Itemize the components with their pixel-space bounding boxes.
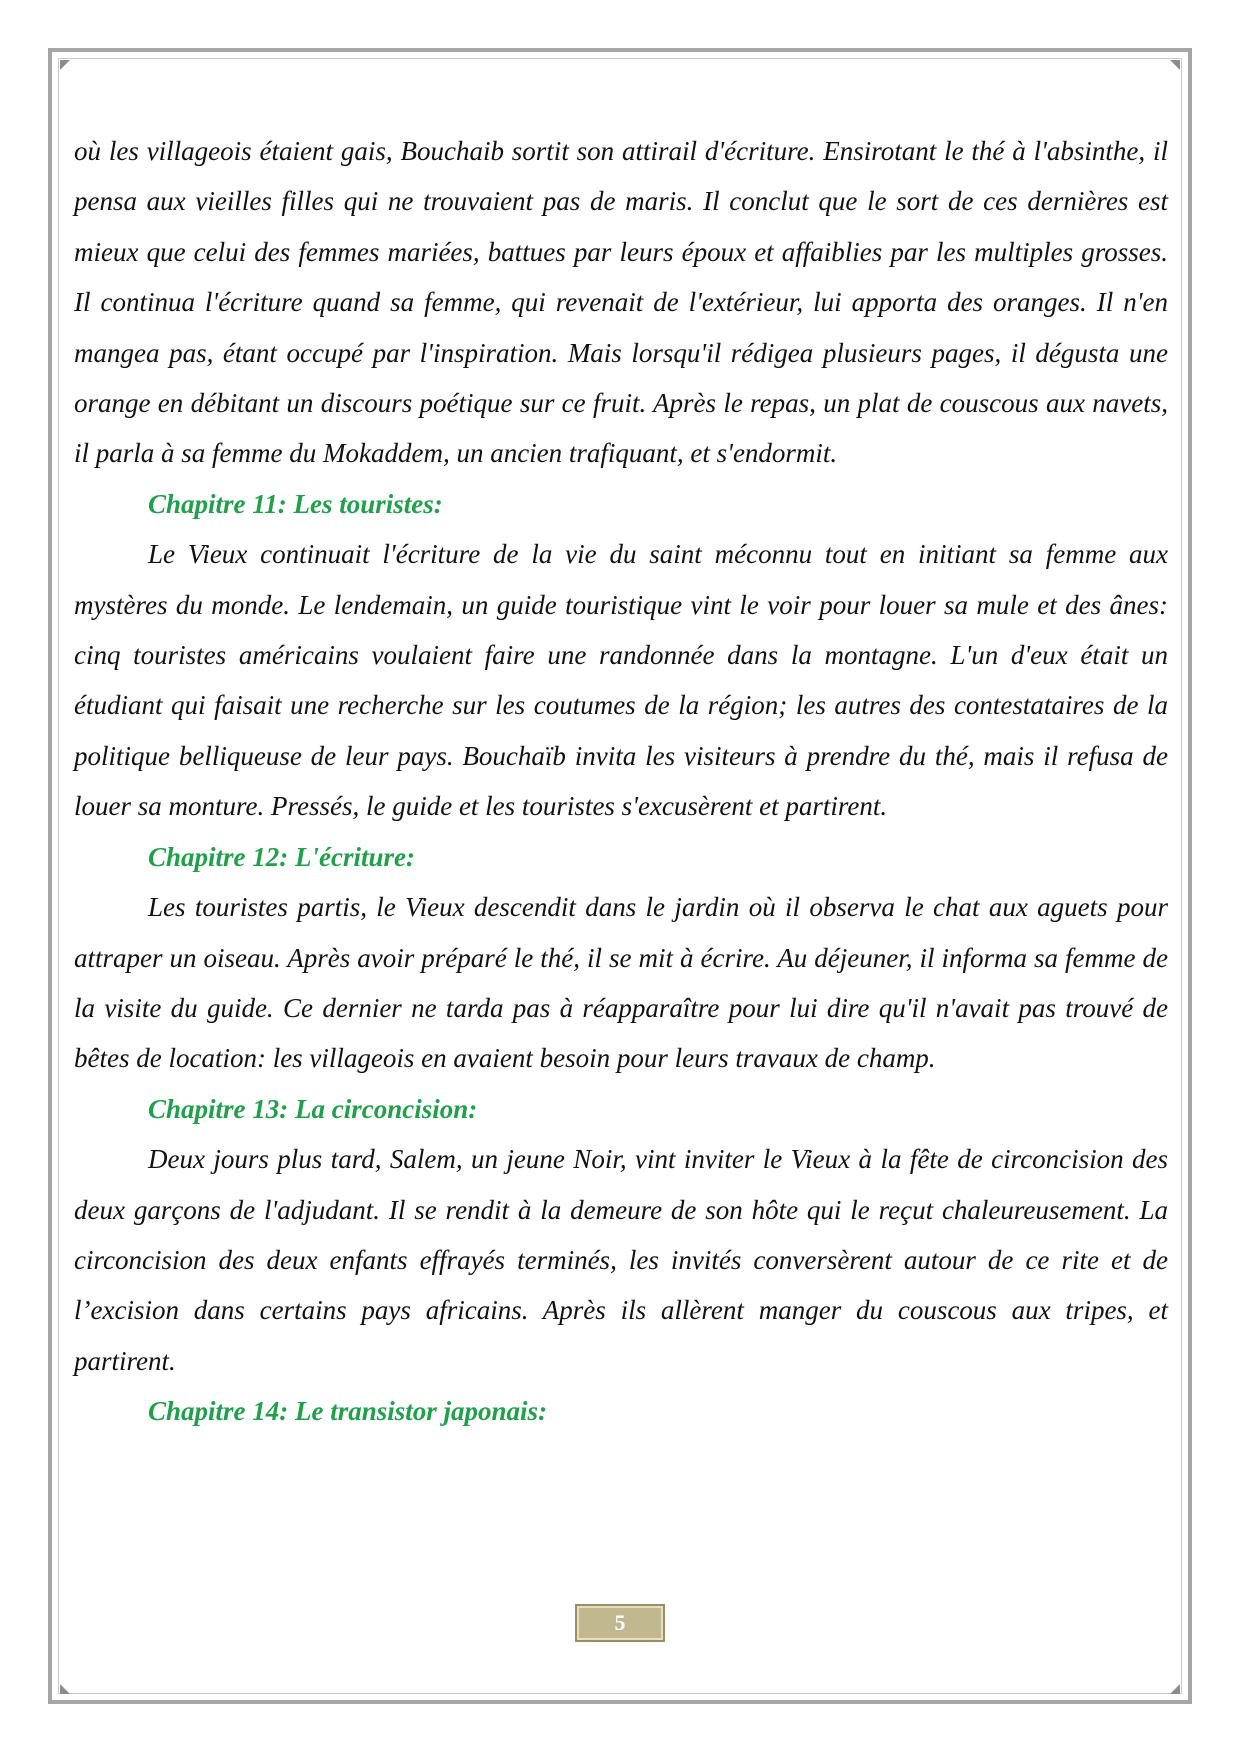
page-body (74, 126, 1168, 1437)
chapter-14-heading: Chapitre 14: Le transistor japonais: (148, 1396, 548, 1427)
chapter-11-paragraph: Le Vieux continuait l'écriture de la vie du saint méconnu tout en initiant sa femme aux mystères du monde. Le lendemain, un guide touristique vint le voir pour louer sa mule et des ânes: cinq touristes américains voulaient faire une randonnée dans la montagne. L'un d'eux était un étudiant qui faisait une recherche sur les coutumes de la région; les autres des contestataires de la politique belliqueuse de leur pays. Bouchaïb invita les visiteurs à prendre du thé, mais il refusa de louer sa monture. Pressés, le guide et les touristes s'excusèrent et partirent. (74, 539, 1168, 822)
page-number: 5 (575, 1604, 665, 1642)
corner-ornament-top-left (60, 60, 70, 70)
corner-ornament-bottom-right (1170, 1684, 1180, 1694)
corner-ornament-top-right (1170, 60, 1180, 70)
corner-ornament-bottom-left (60, 1684, 70, 1694)
chapter-11-heading: Chapitre 11: Les touristes: (148, 488, 443, 519)
chapter-12-heading: Chapitre 12: L'écriture: (148, 841, 415, 872)
chapter-13-heading: Chapitre 13: La circoncision: (148, 1093, 478, 1124)
paragraph-intro: où les villageois étaient gais, Bouchaib sortit son attirail d'écriture. Ensirotant le thé à l'absinthe, il pensa aux vieilles filles qui ne trouvaient pas de maris. Il conclut que le sort de ces dernières est mieux que celui des femmes mariées, battues par leurs époux et affaiblies par les multiples grosses. Il continua l'écriture quand sa femme, qui revenait de l'extérieur, lui apporta des oranges. Il n'en mangea pas, étant occupé par l'inspiration. Mais lorsqu'il rédigea plusieurs pages, il dégusta une orange en débitant un discours poétique sur ce fruit. Après le repas, un plat de couscous aux navets, il parla à sa femme du Mokaddem, un ancien trafiquant, et s'endormit. (74, 136, 1168, 469)
chapter-13-paragraph: Deux jours plus tard, Salem, un jeune Noir, vint inviter le Vieux à la fête de circoncision des deux garçons de l'adjudant. Il se rendit à la demeure de son hôte qui le reçut chaleureusement. La circoncision des deux enfants effrayés terminés, les invités conversèrent autour de ce rite et de l’excision dans certains pays africains. Après ils allèrent manger du couscous aux tripes, et partirent. (74, 1144, 1168, 1376)
chapter-12-paragraph: Les touristes partis, le Vieux descendit dans le jardin où il observa le chat aux aguets pour attraper un oiseau. Après avoir préparé le thé, il se mit à écrire. Au déjeuner, il informa sa femme de la visite du guide. Ce dernier ne tarda pas à réapparaître pour lui dire qu'il n'avait pas trouvé de bêtes de location: les villageois en avaient besoin pour leurs travaux de champ. (74, 892, 1168, 1074)
